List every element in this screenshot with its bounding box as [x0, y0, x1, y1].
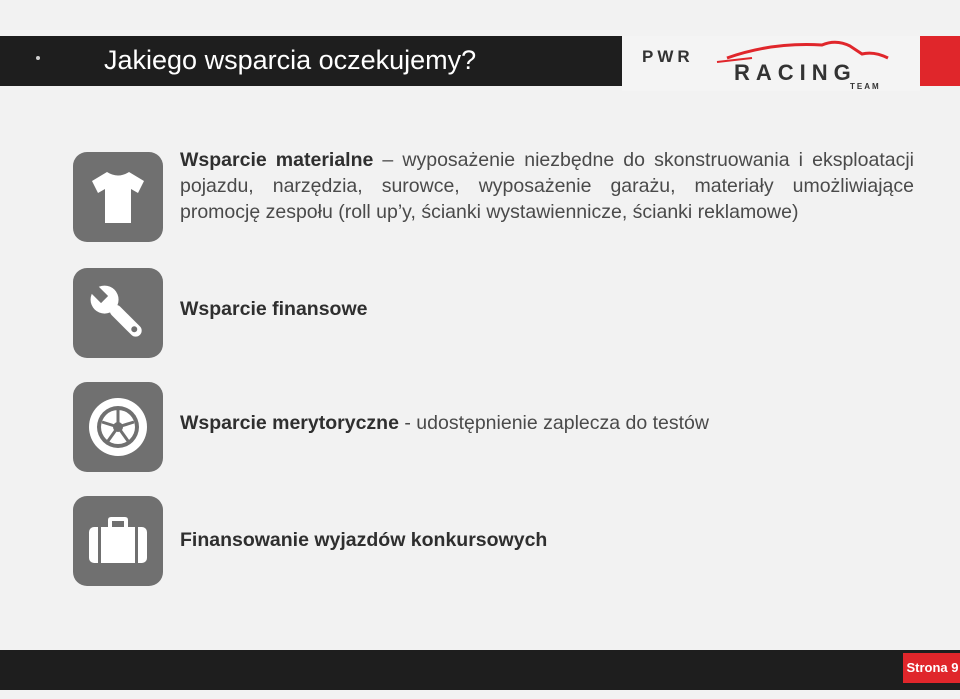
- item-competition-travel: [180, 527, 914, 553]
- item-material-support: [180, 147, 914, 225]
- footer-bar: [0, 650, 960, 690]
- item-separator: –: [373, 149, 403, 171]
- item-separator: -: [398, 412, 417, 434]
- page-number-badge: Strona 9: [903, 653, 960, 683]
- item-title: Wsparcie merytoryczne: [180, 412, 399, 434]
- item-financial-support: [180, 296, 914, 322]
- wrench-icon: [73, 268, 163, 358]
- header-red-tab: [920, 36, 960, 86]
- logo-text-racing: RACING: [734, 60, 857, 85]
- header-bullet: [36, 56, 40, 60]
- item-description: udostępnienie zaplecza do testów: [416, 412, 709, 434]
- item-title: Wsparcie materialne: [180, 149, 374, 171]
- suitcase-icon: [73, 496, 163, 586]
- item-description: wyposażenie niezbędne do skonstruowania i eksploatacji pojazdu, narzędzia, surowce, wyposażenie garażu, materiały umożliwiające promocję zespołu (roll up’y, ścianki wystawiennicze, ścianki reklamowe): [180, 149, 914, 223]
- slide-title: Jakiego wsparcia oczekujemy?: [104, 45, 477, 75]
- wheel-icon: [73, 382, 163, 472]
- logo-text-team: TEAM: [850, 82, 881, 91]
- t-shirt-icon: [73, 152, 163, 242]
- logo-text-pwr: PWR: [642, 47, 694, 66]
- item-title: Wsparcie finansowe: [180, 298, 368, 320]
- item-title: Finansowanie wyjazdów konkursowych: [180, 529, 548, 551]
- pwr-racing-logo: [622, 36, 920, 91]
- item-substantive-support: [180, 410, 914, 436]
